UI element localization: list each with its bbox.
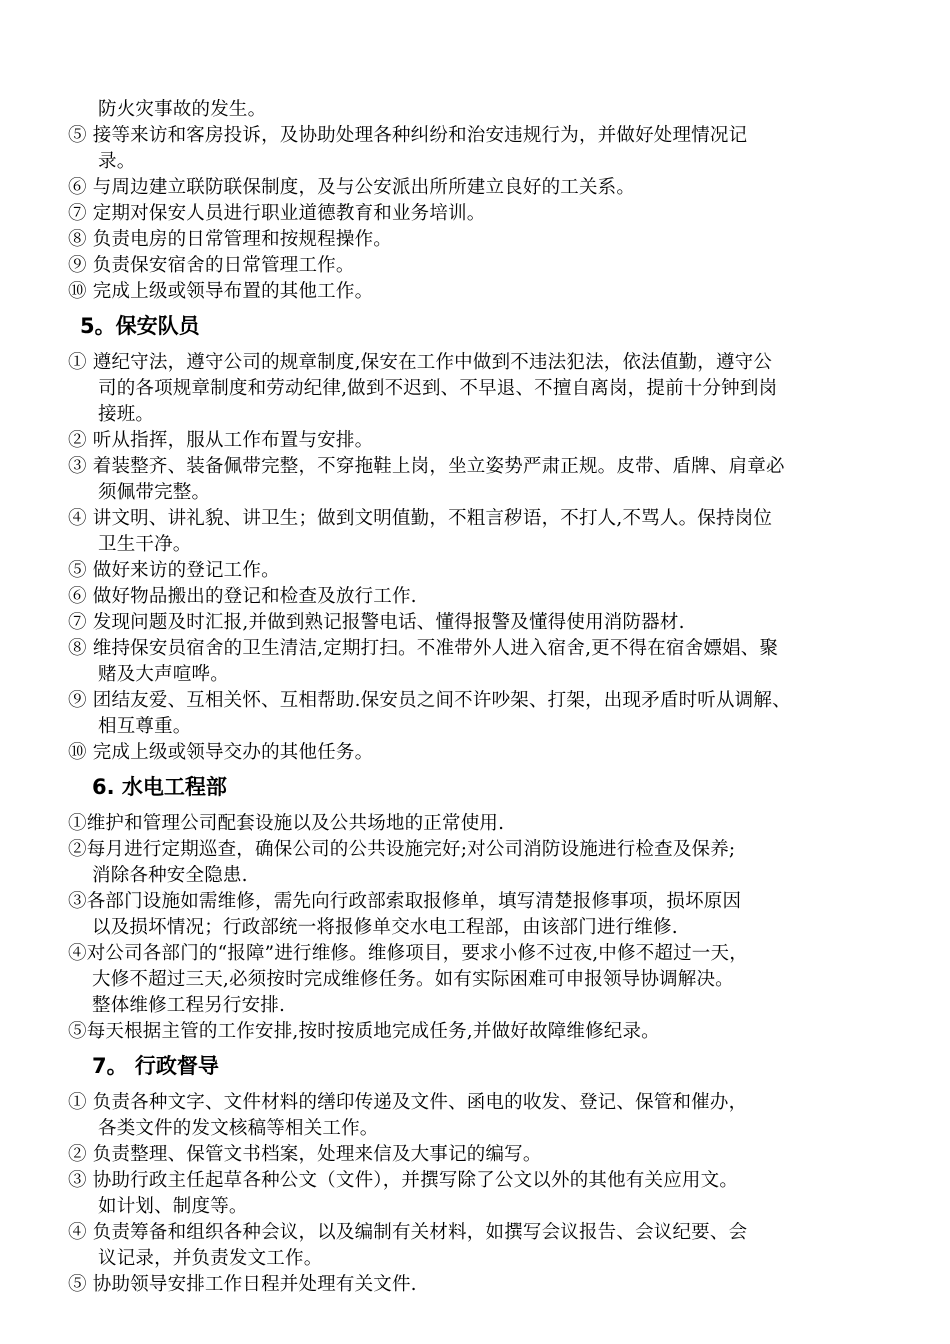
text-line: ⑨ 负责保安宿舍的日常管理工作。 <box>68 255 355 276</box>
text-line: 接班。 <box>98 404 155 425</box>
text-line: 消除各种安全隐患. <box>92 865 248 886</box>
text-line: ⑧ 负责电房的日常管理和按规程操作。 <box>68 229 392 250</box>
text-line: ⑩ 完成上级或领导布置的其他工作。 <box>68 281 374 302</box>
section-heading: 6. 水电工程部 <box>92 775 227 799</box>
text-line: 整体维修工程另行安排. <box>92 995 286 1016</box>
text-line: ⑦ 定期对保安人员进行职业道德教育和业务培训。 <box>68 203 486 224</box>
text-line: 录。 <box>98 151 136 172</box>
text-line: 卫生干净。 <box>98 534 192 555</box>
text-line: 须佩带完整。 <box>98 482 211 503</box>
text-line: ③各部门设施如需维修，需先向行政部索取报修单，填写清楚报修事项，损坏原因 <box>68 891 742 912</box>
text-line: ①维护和管理公司配套设施以及公共场地的正常使用. <box>68 813 505 834</box>
text-line: ⑤ 接等来访和客房投诉，及协助处理各种纠纷和治安违规行为，并做好处理情况记 <box>68 125 748 146</box>
text-line: ⑨ 团结友爱、互相关怀、互相帮助.保安员之间不许吵架、打架，出现矛盾时听从调解、 <box>68 690 791 711</box>
text-line: ③ 协助行政主任起草各种公文（文件），并撰写除了公文以外的其他有关应用文。 <box>68 1170 739 1191</box>
text-line: 相互尊重。 <box>98 716 192 737</box>
text-line: 司的各项规章制度和劳动纪律,做到不迟到、不早退、不擅自离岗，提前十分钟到岗 <box>98 378 778 399</box>
text-line: ⑦ 发现问题及时汇报,并做到熟记报警电话、懂得报警及懂得使用消防器材. <box>68 612 685 633</box>
text-line: ⑧ 维持保安员宿舍的卫生清洁,定期打扫。不准带外人进入宿舍,更不得在宿舍嫖娼、聚 <box>68 638 779 659</box>
section-heading: 7。 行政督导 <box>92 1054 219 1078</box>
text-line: ② 听从指挥，服从工作布置与安排。 <box>68 430 374 451</box>
text-line: ① 遵纪守法，遵守公司的规章制度,保安在工作中做到不违法犯法，依法值勤，遵守公 <box>68 352 773 373</box>
text-line: ⑥ 做好物品搬出的登记和检查及放行工作. <box>68 586 417 607</box>
text-line: ① 负责各种文字、文件材料的缮印传递及文件、函电的收发、登记、保管和催办， <box>68 1092 748 1113</box>
text-line: 各类文件的发文核稿等相关工作。 <box>98 1118 379 1139</box>
text-line: ⑤ 做好来访的登记工作。 <box>68 560 280 581</box>
text-line: 大修不超过三天,必须按时完成维修任务。如有实际困难可申报领导协调解决。 <box>92 969 734 990</box>
text-line: ② 负责整理、保管文书档案，处理来信及大事记的编写。 <box>68 1144 542 1165</box>
text-line: ④ 负责筹备和组织各种会议，以及编制有关材料，如撰写会议报告、会议纪要、会 <box>68 1222 748 1243</box>
text-line: ⑤ 协助领导安排工作日程并处理有关文件. <box>68 1274 417 1295</box>
text-line: ④对公司各部门的“报障”进行维修。维修项目，要求小修不过夜,中修不超过一天， <box>68 943 748 964</box>
text-line: ⑤每天根据主管的工作安排,按时按质地完成任务,并做好故障维修纪录。 <box>68 1021 660 1042</box>
text-line: ③ 着装整齐、装备佩带完整，不穿拖鞋上岗，坐立姿势严肃正规。皮带、盾牌、肩章必 <box>68 456 785 477</box>
text-line: ⑥ 与周边建立联防联保制度，及与公安派出所所建立良好的工关系。 <box>68 177 636 198</box>
text-line: ⑩ 完成上级或领导交办的其他任务。 <box>68 742 374 763</box>
text-line: 防火灾事故的发生。 <box>98 99 267 120</box>
text-line: ④ 讲文明、讲礼貌、讲卫生；做到文明值勤，不粗言秽语，不打人,不骂人。保持岗位 <box>68 508 773 529</box>
text-line: ②每月进行定期巡查，确保公司的公共设施完好;对公司消防设施进行检查及保养; <box>68 839 736 860</box>
text-line: 以及损坏情况；行政部统一将报修单交水电工程部，由该部门进行维修. <box>92 917 678 938</box>
text-line: 赌及大声喧哗。 <box>98 664 229 685</box>
text-line: 议记录，并负责发文工作。 <box>98 1248 323 1269</box>
section-heading: 5。保安队员 <box>80 314 200 338</box>
text-line: 如计划、制度等。 <box>98 1196 248 1217</box>
